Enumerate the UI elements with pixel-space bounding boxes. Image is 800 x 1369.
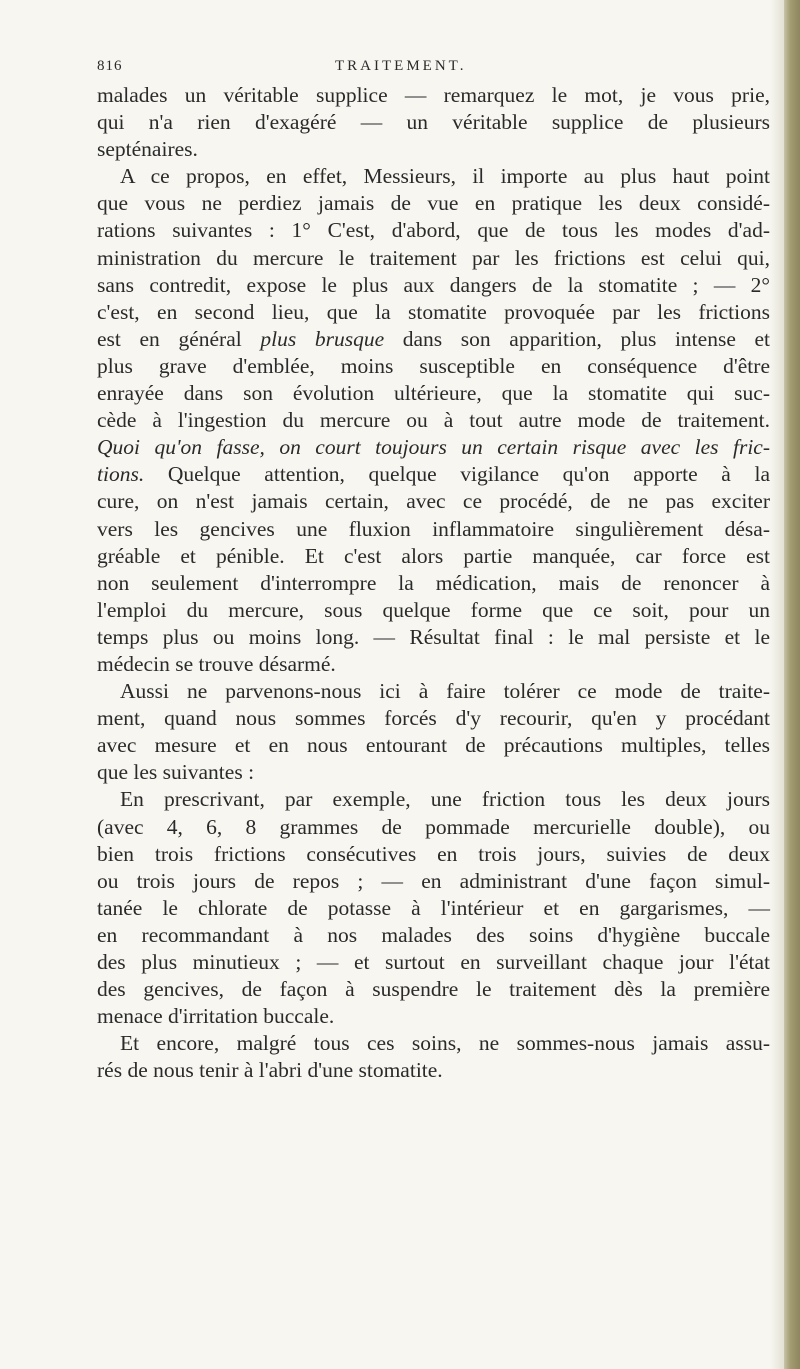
text-line: rations suivantes : 1° C'est, d'abord, que de tous les modes d'ad- xyxy=(97,218,770,243)
text-line: Et encore, malgré tous ces soins, ne sommes-nous jamais assu- xyxy=(120,1031,770,1056)
text-line: des plus minutieux ; — et surtout en surveillant chaque jour l'état xyxy=(97,950,770,974)
text-line xyxy=(97,326,770,353)
text-line: En prescrivant, par exemple, une friction tous les deux jours xyxy=(120,787,770,812)
page-edge-shadow xyxy=(770,0,784,1369)
text-line xyxy=(97,461,770,488)
text-line: que les suivantes : xyxy=(97,760,255,785)
text-line: des gencives, de façon à suspendre le traitement dès la première xyxy=(97,977,770,1002)
text-line: en recommandant à nos malades des soins d'hygiène buccale xyxy=(97,922,770,947)
text-run: Quelque attention, quelque vigilance qu'on apporte à la xyxy=(144,462,770,487)
text-line: sans contredit, expose le plus aux dangers de la stomatite ; — 2° xyxy=(97,272,770,297)
text-line: plus grave d'emblée, moins susceptible en conséquence d'être xyxy=(97,353,770,378)
text-line: cure, on n'est jamais certain, avec ce procédé, de ne pas exciter xyxy=(97,489,770,514)
text-line: Aussi ne parvenons-nous ici à faire tolérer ce mode de traite- xyxy=(120,679,770,704)
running-title: TRAITEMENT. xyxy=(335,58,467,74)
body-text xyxy=(97,82,770,1084)
text-line: ministration du mercure le traitement par les frictions est celui qui, xyxy=(97,245,770,270)
text-line: que vous ne perdiez jamais de vue en pratique les deux considé- xyxy=(97,191,770,216)
text-line: cède à l'ingestion du mercure ou à tout autre mode de traitement. xyxy=(97,408,770,433)
text-line: temps plus ou moins long. — Résultat final : le mal persiste et le xyxy=(97,624,770,649)
text-line: c'est, en second lieu, que la stomatite provoquée par les frictions xyxy=(97,299,770,324)
text-line: septénaires. xyxy=(97,137,198,162)
italic-emphasis: plus brusque xyxy=(260,326,385,351)
text-line: gréable et pénible. Et c'est alors partie manquée, car force est xyxy=(97,543,770,568)
text-run: est en général xyxy=(97,326,261,351)
text-line: enrayée dans son évolution ultérieure, que la stomatite qui suc- xyxy=(97,381,770,406)
text-line: tanée le chlorate de potasse à l'intérieur et en gargarismes, — xyxy=(97,895,770,920)
text-line: menace d'irritation buccale. xyxy=(97,1004,335,1029)
text-line: bien trois frictions consécutives en trois jours, suivies de deux xyxy=(97,841,770,866)
italic-emphasis: tions. xyxy=(97,462,145,487)
text-line: l'emploi du mercure, sous quelque forme que ce soit, pour un xyxy=(97,597,770,622)
text-line: rés de nous tenir à l'abri d'une stomatite. xyxy=(97,1058,443,1083)
page-number: 816 xyxy=(97,58,123,74)
page-edge xyxy=(784,0,800,1369)
text-line: (avec 4, 6, 8 grammes de pommade mercurielle double), ou xyxy=(97,814,770,839)
text-run: dans son apparition, plus intense et xyxy=(384,326,771,351)
text-line: Quoi qu'on fasse, on court toujours un certain risque avec les fric- xyxy=(97,435,770,460)
text-line: A ce propos, en effet, Messieurs, il importe au plus haut point xyxy=(120,164,770,189)
text-line: médecin se trouve désarmé. xyxy=(97,651,336,676)
text-line: malades un véritable supplice — remarquez le mot, je vous prie, xyxy=(97,83,770,107)
text-line: non seulement d'interrompre la médication, mais de renoncer à xyxy=(97,570,770,595)
text-line: avec mesure et en nous entourant de précautions multiples, telles xyxy=(97,733,770,758)
text-line: qui n'a rien d'exagéré — un véritable supplice de plusieurs xyxy=(97,110,770,135)
text-line: vers les gencives une fluxion inflammatoire singulièrement désa- xyxy=(97,516,770,541)
text-line: ment, quand nous sommes forcés d'y recourir, qu'en y procédant xyxy=(97,706,770,731)
running-head xyxy=(97,58,787,82)
text-line: ou trois jours de repos ; — en administrant d'une façon simul- xyxy=(97,868,770,893)
